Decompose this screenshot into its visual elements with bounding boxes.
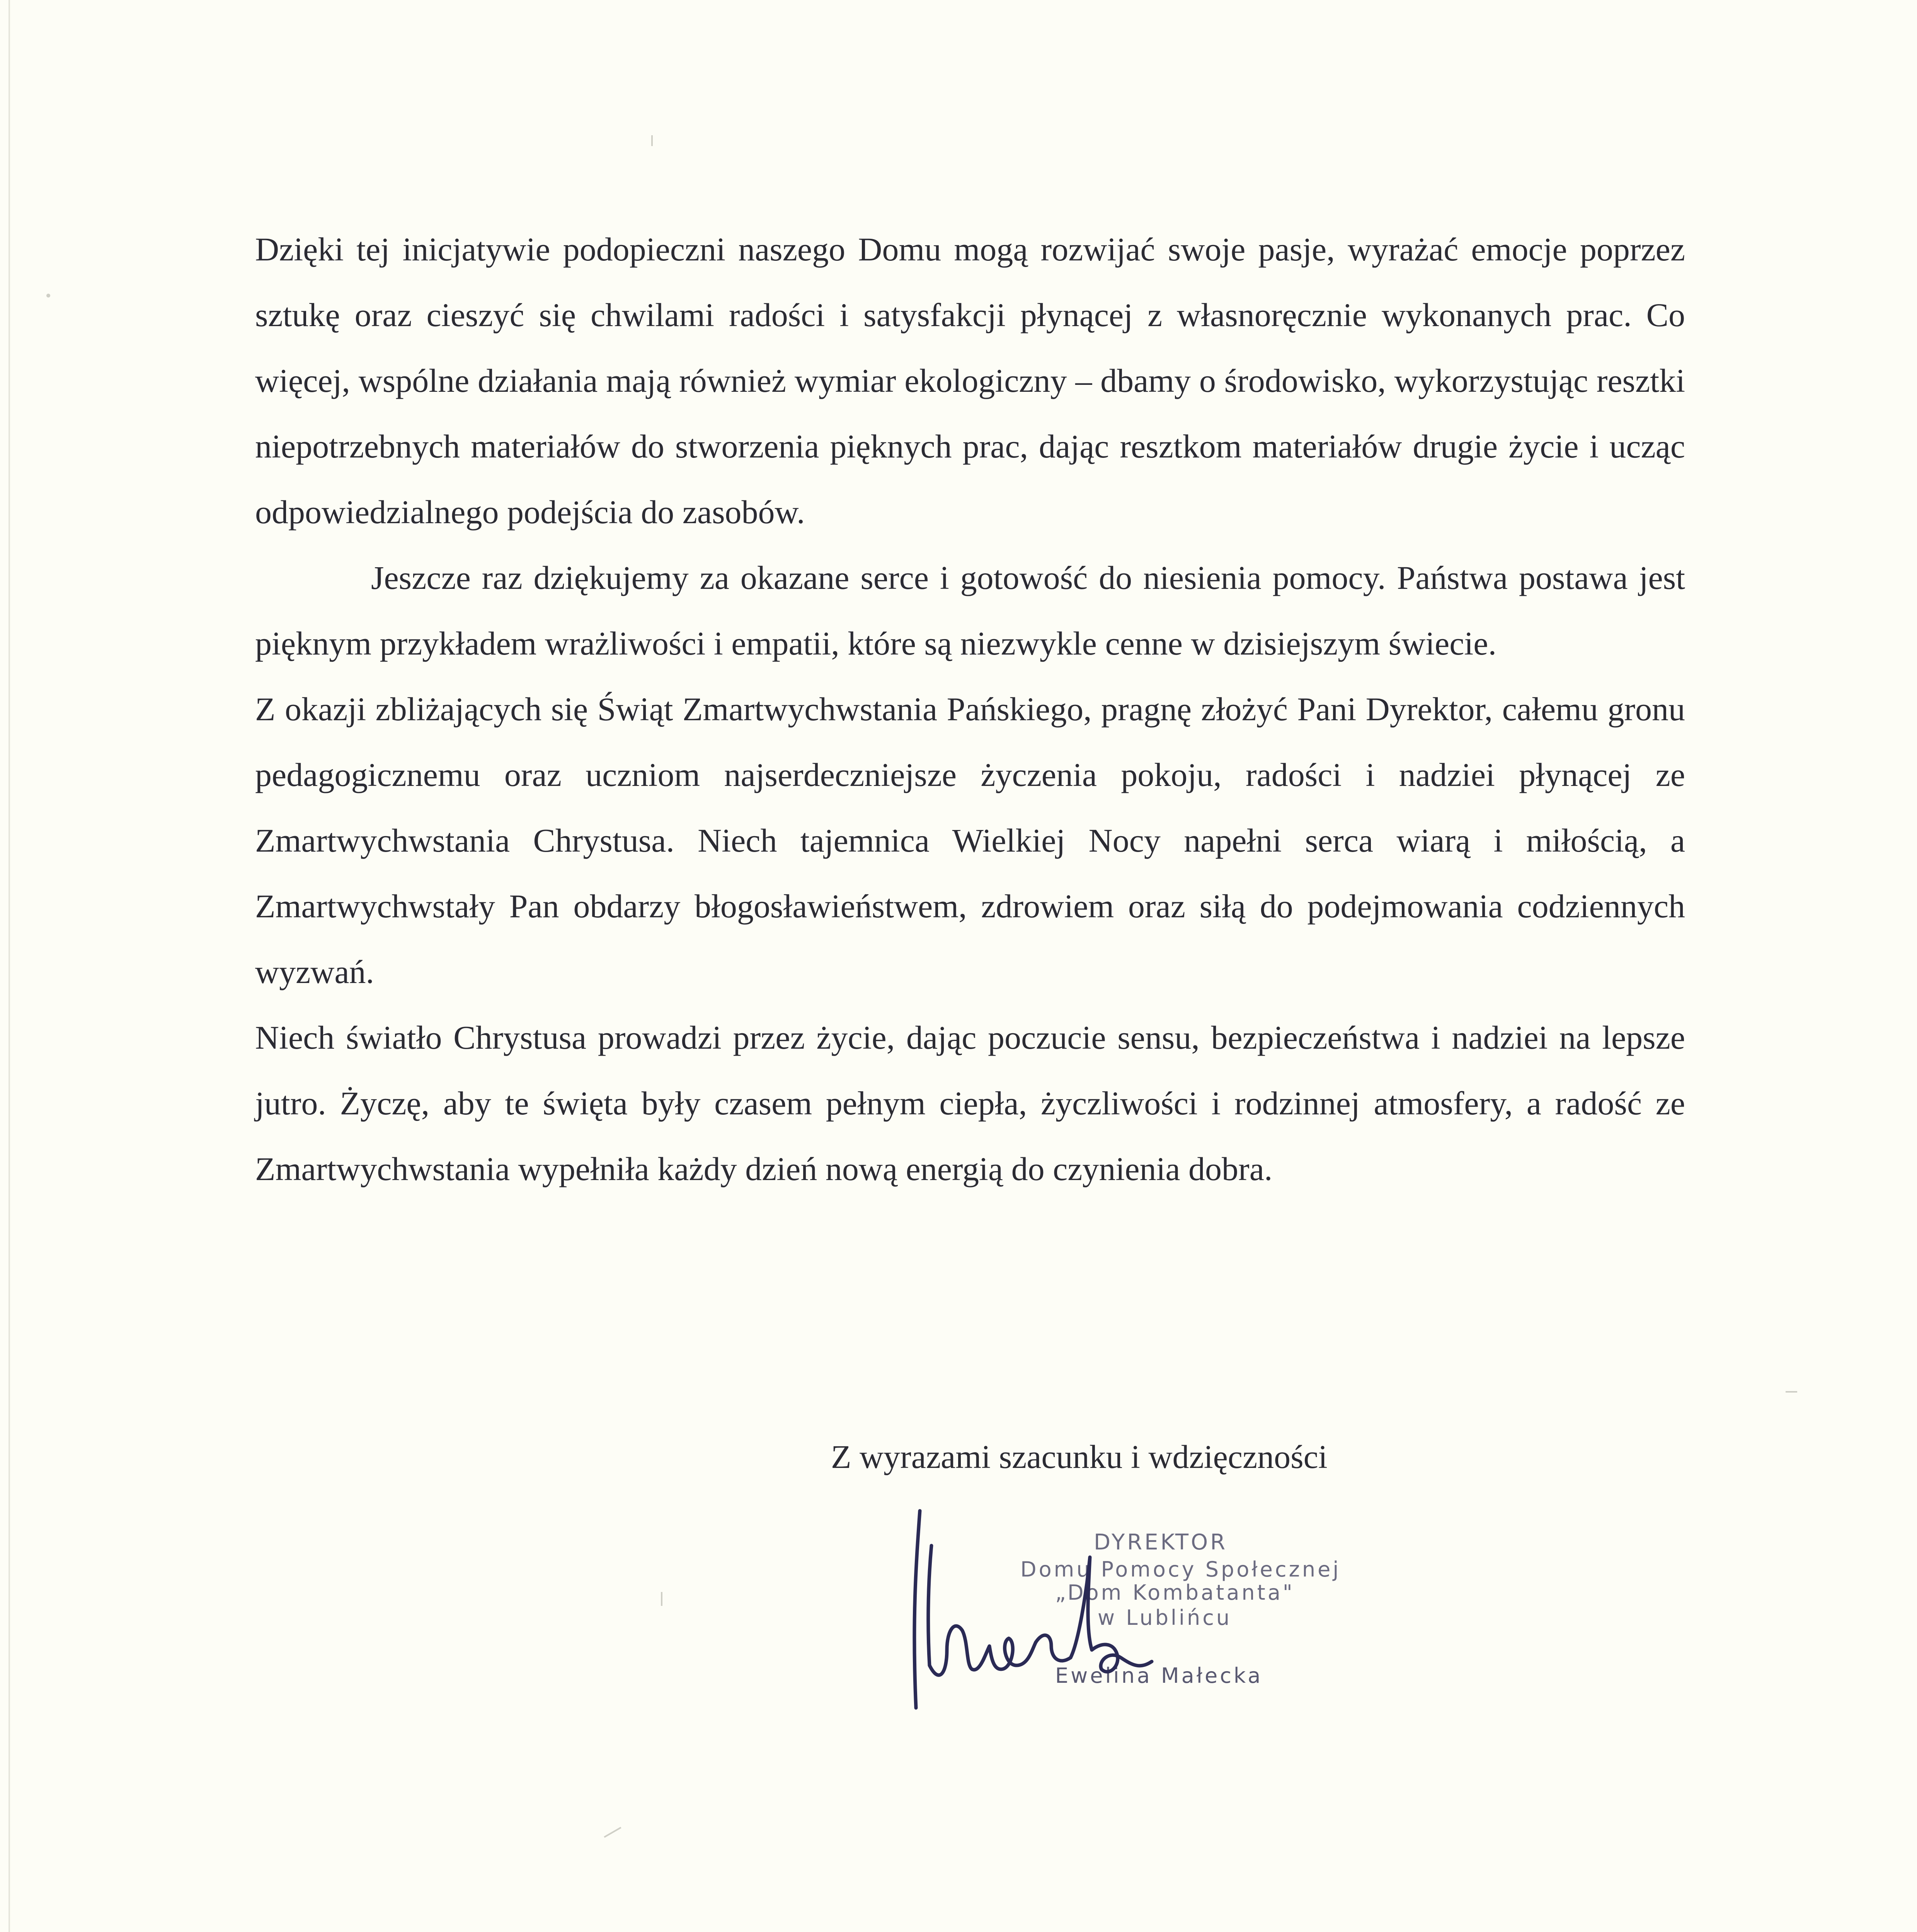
scan-speck [661,1592,662,1606]
scan-page-edge [9,0,10,1932]
scan-speck [1786,1391,1797,1393]
stamp-institution: Domu Pomocy Społecznej [1020,1557,1341,1582]
stamp-director-name: Ewelina Małecka [1055,1663,1263,1688]
scan-speck [604,1827,621,1838]
paragraph-closing-wishes: Niech światło Chrystusa prowadzi przez życie, dając poczucie sensu, bezpieczeństwa i nadziei na lepsze jutro. Życzę, aby te święta były czasem pełnym ciepła, życzliwości i rodzinnej atmosfery, a radość ze Zmartwychwstania wypełniła każdy dzień nową energią do czynienia dobra. [255,1019,1685,1187]
handwritten-signature [889,1503,1167,1719]
paragraph-thanks: Jeszcze raz dziękujemy za okazane serce i gotowość do niesienia pomocy. Państwa postawa jest pięknym przykładem wrażliwości i empatii, które są niezwykle cenne w dzisiejszym świecie. [255,559,1685,662]
stamp-house-name: „Dom Kombatanta" [1055,1580,1295,1605]
stamp-city: w Lublińcu [1098,1605,1232,1630]
stamp-title: DYREKTOR [1094,1530,1228,1555]
closing-formula: Z wyrazami szacunku i wdzięczności [831,1438,1328,1475]
paragraph-easter-wishes: Z okazji zbliżających się Świąt Zmartwychwstania Pańskiego, pragnę złożyć Pani Dyrektor, całemu gronu pedagogicznemu oraz uczniom najserdeczniejsze życzenia pokoju, radości i nadziei płynącej ze Zmartwychwstania Chrystusa. Niech tajemnica Wielkiej Nocy napełni serca wiarą i miłością, a Zmartwychwstały Pan obdarzy błogosławieństwem, zdrowiem oraz siłą do podejmowania codziennych wyzwań. [255,690,1685,990]
paragraph-initiative: Dzięki tej inicjatywie podopieczni naszego Domu mogą rozwijać swoje pasje, wyrażać emocje poprzez sztukę oraz cieszyć się chwilami radości i satysfakcji płynącej z własnoręcznie wykonanych prac. Co więcej, wspólne działania mają również wymiar ekologiczny – dbamy o środowisko, wykorzystując resztki niepotrzebnych materiałów do stworzenia pięknych prac, dając resztkom materiałów drugie życie i ucząc odpowiedzialnego podejścia do zasobów. [255,231,1685,531]
scan-speck [651,135,653,146]
scan-speck [46,294,50,298]
letter-body [255,216,1685,1202]
